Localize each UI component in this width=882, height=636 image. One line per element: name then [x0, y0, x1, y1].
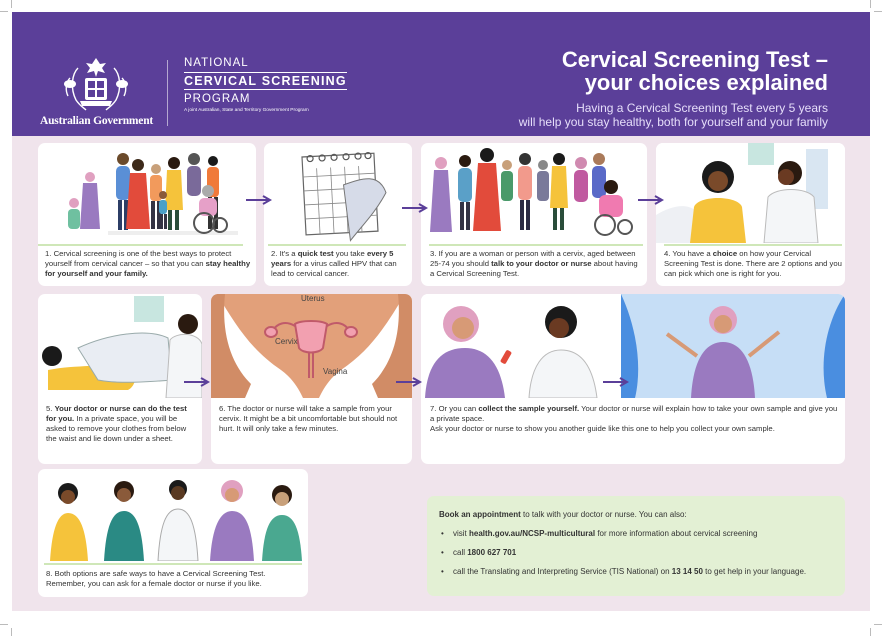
family-group-illustration	[38, 143, 256, 243]
list-text: to get help in your language.	[702, 567, 807, 576]
step-number: 4.	[664, 249, 671, 258]
step-number: 8.	[46, 569, 53, 578]
step-text: Cervical screening is one of the best ways to protect yourself from cervical cancer – so that you can	[45, 249, 232, 268]
step-caption-1	[45, 249, 253, 279]
page-title	[562, 48, 828, 94]
cervix-label: Cervix	[275, 337, 298, 346]
arrow-right-icon	[603, 377, 633, 387]
step-emphasis: stay healthy for yourself and your family.	[45, 259, 251, 278]
step-emphasis: talk to your doctor or nurse	[491, 259, 592, 268]
step-text-line-2: Ask your doctor or nurse to show you another guide like this one to help you collect your own sample.	[430, 424, 775, 433]
step-text: The doctor or nurse will take a sample from your cervix. It might be a bit uncomfortable but should not hurt. It will only take a few minutes.	[219, 404, 398, 433]
program-line-2: CERVICAL SCREENING	[184, 74, 347, 88]
step-number: 6.	[219, 404, 226, 413]
uterus-label: Uterus	[301, 294, 325, 303]
list-item	[453, 567, 823, 577]
step-card-5	[38, 294, 202, 464]
crop-mark	[11, 0, 12, 8]
list-text: call	[453, 548, 468, 557]
patient-exam-illustration	[38, 294, 202, 398]
step-text: for a virus called HPV that can lead to cervical cancer.	[271, 259, 397, 278]
step-number: 3.	[430, 249, 437, 258]
step-emphasis: quick test	[297, 249, 334, 258]
step-caption-6	[219, 404, 409, 434]
tis-phone-number[interactable]: 13 14 50	[671, 567, 703, 576]
program-line-1: NATIONAL	[184, 57, 249, 69]
caption-rule	[268, 244, 406, 246]
step-emphasis: Your doctor or nurse can do the test for you.	[46, 404, 187, 423]
arrow-right-icon	[402, 203, 432, 213]
caption-rule	[429, 244, 643, 246]
crop-mark	[874, 624, 882, 625]
step-text: about having a Cervical Screening Test.	[430, 259, 638, 278]
booking-heading	[439, 510, 687, 519]
title-line-1: Cervical Screening Test –	[561, 47, 828, 72]
step-card-8	[38, 469, 308, 597]
government-name: Australian Government	[40, 115, 154, 127]
title-line-2: your choices explained	[584, 70, 828, 95]
step-card-6	[211, 294, 412, 464]
calendar-illustration	[264, 143, 412, 243]
step-text: you take	[333, 249, 367, 258]
crop-mark	[870, 0, 871, 8]
caption-rule	[664, 244, 842, 246]
self-collection-illustration	[421, 294, 845, 398]
step-text: In a private space, you will be asked to remove your clothes from below the waist and lie down under a sheet.	[46, 414, 187, 443]
step-emphasis: choice	[712, 249, 738, 258]
booking-heading-text: to talk with your doctor or nurse. You can also:	[520, 510, 687, 519]
list-item	[453, 548, 823, 558]
list-text: call the Translating and Interpreting Service (TIS National) on	[453, 567, 672, 576]
program-tagline: A joint Australian, State and Territory Government Program	[184, 108, 309, 113]
step-caption-8	[46, 569, 304, 589]
arrow-right-icon	[396, 377, 426, 387]
step-card-2	[264, 143, 412, 286]
step-card-3	[421, 143, 647, 286]
phone-number[interactable]: 1800 627 701	[467, 548, 517, 557]
crop-mark	[0, 624, 8, 625]
step-text: Your doctor or nurse will explain how to take your own sample and give you a private space.	[430, 404, 838, 423]
step-number: 5.	[46, 404, 53, 413]
step-card-7	[421, 294, 845, 464]
header-divider	[167, 60, 168, 126]
step-text: You have a	[672, 249, 713, 258]
program-logo	[184, 57, 347, 113]
vagina-label: Vagina	[323, 367, 348, 376]
caption-rule	[38, 244, 243, 246]
health-workers-illustration	[38, 469, 308, 561]
step-text: on how your Cervical Screening Test is done. There are 2 options and you can pick which one is right for you.	[664, 249, 842, 278]
step-caption-2	[271, 249, 409, 279]
step-caption-4	[664, 249, 842, 279]
step-caption-7	[430, 404, 840, 434]
step-text: Or you can	[438, 404, 479, 413]
step-caption-5	[46, 404, 198, 444]
program-line-3: PROGRAM	[184, 93, 251, 105]
anatomy-illustration	[211, 294, 412, 398]
step-emphasis: collect the sample yourself.	[478, 404, 580, 413]
subtitle-line-1: Having a Cervical Screening Test every 5 years	[576, 101, 828, 115]
step-card-4	[656, 143, 845, 286]
list-text: for more information about cervical screening	[595, 529, 758, 538]
step-number: 2.	[271, 249, 278, 258]
header-banner	[12, 12, 870, 136]
website-link[interactable]: health.gov.au/NCSP-multicultural	[469, 529, 596, 538]
step-text: If you are a woman or person with a cervix, aged between 25-74 you should	[430, 249, 636, 268]
arrow-right-icon	[638, 195, 668, 205]
women-group-illustration	[421, 143, 647, 243]
step-card-1	[38, 143, 256, 286]
crop-mark	[874, 11, 882, 12]
doctor-consultation-illustration	[656, 143, 845, 243]
caption-rule	[44, 563, 302, 565]
step-number: 7.	[430, 404, 437, 413]
step-text: It's a	[279, 249, 298, 258]
coat-of-arms-icon	[40, 54, 152, 122]
arrow-right-icon	[184, 377, 214, 387]
crop-mark	[0, 11, 8, 12]
step-caption-3	[430, 249, 644, 279]
booking-info-box	[427, 496, 845, 596]
page-subtitle	[519, 101, 828, 129]
booking-options-list	[453, 529, 823, 586]
step-text: Both options are safe ways to have a Cervical Screening Test. Remember, you can ask for a female doctor or nurse if you like.	[46, 569, 266, 588]
subtitle-line-2: will help you stay healthy, both for yourself and your family	[518, 115, 828, 129]
list-text: visit	[453, 529, 469, 538]
crop-mark	[870, 628, 871, 636]
step-number: 1.	[45, 249, 52, 258]
crop-mark	[11, 628, 12, 636]
step-emphasis: every 5 years	[271, 249, 394, 268]
arrow-right-icon	[246, 195, 276, 205]
booking-heading-bold: Book an appointment	[439, 510, 521, 519]
list-item	[453, 529, 823, 539]
